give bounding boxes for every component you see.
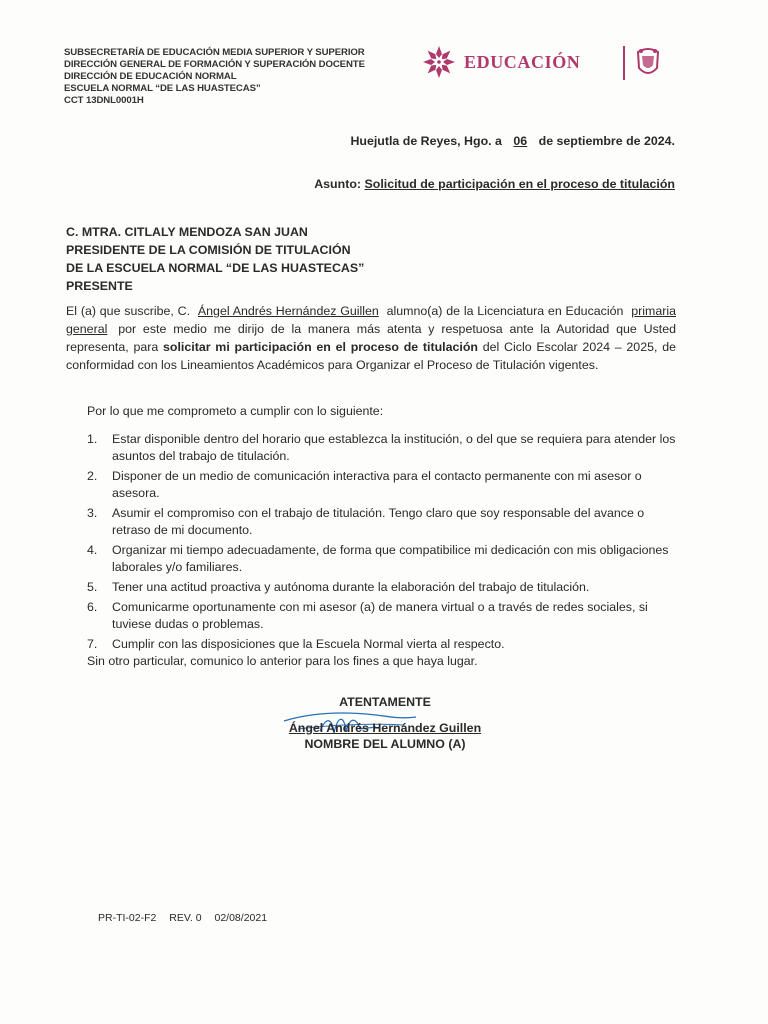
- header-institution-lines: [64, 47, 409, 107]
- body-text: alumno(a) de la Licenciatura en Educación: [386, 304, 624, 318]
- signer-role: NOMBRE DEL ALUMNO (A): [304, 737, 466, 751]
- list-text: Disponer de un medio de comunicación interactiva para el contacto permanente con mi asesor o asesora.: [112, 469, 642, 500]
- list-item: [87, 468, 677, 502]
- list-text: Comunicarme oportunamente con mi asesor (a) de manera virtual o a través de redes sociales, si tuviese dudas o problemas.: [112, 600, 648, 631]
- header-line: CCT 13DNL0001H: [64, 95, 144, 106]
- place-date-line: [350, 134, 675, 148]
- education-logo: [422, 45, 580, 79]
- list-number: 6.: [87, 600, 98, 614]
- flower-icon: [422, 45, 456, 79]
- logo-divider: [623, 46, 625, 80]
- list-item: [87, 542, 677, 576]
- date-suffix: de septiembre de 2024.: [538, 134, 675, 148]
- list-number: 3.: [87, 506, 98, 520]
- list-text: Cumplir con las disposiciones que la Escuela Normal vierta al respecto.: [112, 637, 505, 651]
- list-number: 1.: [87, 432, 98, 446]
- header-line: ESCUELA NORMAL “DE LAS HUASTECAS”: [64, 83, 261, 94]
- header-line: DIRECCIÓN GENERAL DE FORMACIÓN Y SUPERACIÓN DOCENTE: [64, 59, 365, 70]
- list-number: 7.: [87, 637, 98, 651]
- header-line: DIRECCIÓN DE EDUCACIÓN NORMAL: [64, 71, 237, 82]
- addressee-line: PRESIDENTE DE LA COMISIÓN DE TITULACIÓN: [66, 243, 351, 257]
- list-text: Organizar mi tiempo adecuadamente, de forma que compatibilice mi dedicación con mis obligaciones laborales y/o familiares.: [112, 543, 669, 574]
- subject-label: Asunto:: [314, 177, 362, 191]
- state-seal-icon: [633, 46, 663, 80]
- program-fill: primaria general: [66, 304, 676, 336]
- addressee-line: PRESENTE: [66, 279, 133, 293]
- addressee-line: C. MTRA. CITLALY MENDOZA SAN JUAN: [66, 225, 308, 239]
- revision: REV. 0: [169, 912, 202, 924]
- logo-text: EDUCACIÓN: [464, 51, 581, 72]
- subject-text: Solicitud de participación en el proceso de titulación: [364, 177, 675, 191]
- list-number: 4.: [87, 543, 98, 557]
- header-line: SUBSECRETARÍA DE EDUCACIÓN MEDIA SUPERIOR Y SUPERIOR: [64, 47, 365, 58]
- body-text: El (a) que suscribe, C.: [66, 304, 191, 318]
- body-bold-text: solicitar mi participación en el proceso de titulación: [163, 340, 478, 354]
- body-text: por este medio me dirijo de la manera más atenta y respetuosa ante la Autoridad que Usted representa, para: [66, 322, 676, 354]
- list-number: 5.: [87, 580, 98, 594]
- addressee-line: DE LA ESCUELA NORMAL “DE LAS HUASTECAS”: [66, 261, 365, 275]
- document-footer: [98, 912, 277, 924]
- list-item: [87, 636, 677, 653]
- closing-sentence: Sin otro particular, comunico lo anterior para los fines a que haya lugar.: [87, 654, 478, 668]
- addressee-block: [66, 223, 364, 295]
- list-item: [87, 505, 677, 539]
- list-text: Estar disponible dentro del horario que establezca la institución, o del que se requiera para atender los asuntos del trabajo de titulación.: [112, 432, 676, 463]
- list-item: [87, 431, 677, 465]
- list-item: [87, 579, 677, 596]
- commitment-intro: Por lo que me comprometo a cumplir con lo siguiente:: [87, 404, 384, 418]
- commitment-list: [87, 431, 677, 656]
- student-name-fill: Ángel Andrés Hernández Guillen: [197, 304, 379, 318]
- list-item: [87, 599, 677, 633]
- list-number: 2.: [87, 469, 98, 483]
- body-text: del Ciclo Escolar 2024 – 2025, de conformidad con los Lineamientos Académicos para Organizar el Proceso de Titulación vigentes.: [66, 340, 676, 372]
- signature-block: [270, 695, 500, 751]
- attentamente-label: ATENTAMENTE: [339, 695, 431, 709]
- body-paragraph: [66, 302, 676, 374]
- list-text: Asumir el compromiso con el trabajo de titulación. Tengo claro que soy responsable del avance o retraso de mi documento.: [112, 506, 645, 537]
- signer-name: Ángel Andrés Hernández Guillen: [288, 721, 482, 735]
- form-code: PR-TI-02-F2: [98, 912, 157, 924]
- list-text: Tener una actitud proactiva y autónoma durante la elaboración del trabajo de titulación.: [112, 580, 590, 594]
- place-prefix: Huejutla de Reyes, Hgo. a: [350, 134, 502, 148]
- footer-date: 02/08/2021: [214, 912, 268, 924]
- subject-line: [314, 177, 675, 191]
- date-day: 06: [513, 134, 528, 148]
